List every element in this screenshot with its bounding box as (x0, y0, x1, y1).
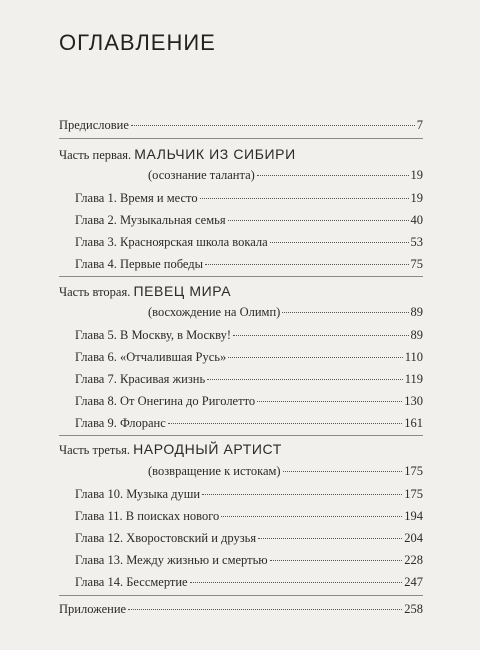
divider (59, 138, 423, 139)
toc-entry-chapter (75, 552, 423, 568)
toc-entry-part-subtitle (148, 167, 423, 183)
dot-leader (228, 357, 402, 358)
page-number: 204 (404, 531, 423, 545)
toc-entry-chapter (75, 256, 423, 272)
page-number: 19 (410, 168, 423, 182)
divider (59, 595, 423, 596)
page-number: 228 (404, 553, 423, 567)
entry-label: Глава 6. «Отчалившая Русь» (75, 350, 227, 364)
dot-leader (270, 242, 409, 243)
part-subtitle: (восхождение на Олимп) (148, 305, 281, 319)
entry-label: Глава 8. От Онегина до Риголетто (75, 394, 256, 408)
dot-leader (228, 220, 409, 221)
dot-leader (207, 379, 403, 380)
entry-label: Глава 2. Музыкальная семья (75, 213, 226, 227)
entry-label: Глава 9. Флоранс (75, 416, 166, 430)
page-number: 130 (404, 394, 423, 408)
page-title: ОГЛАВЛЕНИЕ (59, 30, 216, 55)
page-number: 89 (410, 305, 423, 319)
dot-leader (233, 335, 408, 336)
dot-leader (258, 538, 402, 539)
part-heading (59, 145, 423, 164)
toc-entry-chapter (75, 234, 423, 250)
page-number: 75 (410, 257, 423, 271)
page-number: 175 (404, 464, 423, 478)
page-number: 110 (404, 350, 423, 364)
dot-leader (221, 516, 402, 517)
toc-entry-chapter (75, 508, 423, 524)
part-title: НАРОДНЫЙ АРТИСТ (133, 441, 282, 457)
toc-entry-chapter (75, 349, 423, 365)
entry-label: Приложение (59, 602, 127, 616)
part-subtitle: (возвращение к истокам) (148, 464, 281, 478)
toc-entry-chapter (75, 486, 423, 502)
toc-entry-chapter (75, 574, 423, 590)
entry-label: Глава 1. Время и место (75, 191, 198, 205)
toc-entry-preface (59, 117, 423, 133)
page-number: 119 (404, 372, 423, 386)
page-number: 40 (410, 213, 423, 227)
divider (59, 435, 423, 436)
page-number: 53 (410, 235, 423, 249)
dot-leader (283, 471, 403, 472)
part-heading (59, 440, 423, 459)
dot-leader (131, 125, 415, 126)
part-prefix: Часть вторая. (59, 285, 131, 299)
dot-leader (270, 560, 403, 561)
entry-label: Глава 12. Хворостовский и друзья (75, 531, 257, 545)
part-prefix: Часть первая. (59, 148, 132, 162)
entry-label: Глава 5. В Москву, в Москву! (75, 328, 232, 342)
toc-entry-appendix (59, 601, 423, 617)
toc-entry-part-subtitle (148, 463, 423, 479)
dot-leader (168, 423, 402, 424)
page-number: 247 (404, 575, 423, 589)
dot-leader (200, 198, 409, 199)
entry-label: Глава 10. Музыка души (75, 487, 201, 501)
page-number: 161 (404, 416, 423, 430)
part-title: МАЛЬЧИК ИЗ СИБИРИ (134, 146, 296, 162)
page-number: 194 (404, 509, 423, 523)
dot-leader (205, 264, 408, 265)
dot-leader (128, 609, 402, 610)
dot-leader (257, 175, 409, 176)
toc-entry-chapter (75, 190, 423, 206)
toc-entry-chapter (75, 530, 423, 546)
dot-leader (282, 312, 408, 313)
dot-leader (202, 494, 402, 495)
toc-entry-chapter (75, 415, 423, 431)
page-number: 175 (404, 487, 423, 501)
page-number: 89 (410, 328, 423, 342)
entry-label: Предисловие (59, 118, 129, 132)
toc-entry-chapter (75, 212, 423, 228)
entry-label: Глава 7. Красивая жизнь (75, 372, 206, 386)
toc-entry-chapter (75, 327, 423, 343)
part-subtitle: (осознание таланта) (148, 168, 255, 182)
entry-label: Глава 4. Первые победы (75, 257, 204, 271)
toc-entry-chapter (75, 371, 423, 387)
entry-label: Глава 3. Красноярская школа вокала (75, 235, 268, 249)
page-number: 19 (410, 191, 423, 205)
toc-entry-part-subtitle (148, 304, 423, 320)
entry-label: Глава 14. Бессмертие (75, 575, 188, 589)
page-number: 7 (416, 118, 423, 132)
part-title: ПЕВЕЦ МИРА (133, 283, 232, 299)
dot-leader (190, 582, 403, 583)
part-heading (59, 282, 423, 301)
divider (59, 276, 423, 277)
page-number: 258 (404, 602, 423, 616)
entry-label: Глава 13. Между жизнью и смертью (75, 553, 268, 567)
part-prefix: Часть третья. (59, 443, 130, 457)
toc-entry-chapter (75, 393, 423, 409)
dot-leader (257, 401, 402, 402)
entry-label: Глава 11. В поисках нового (75, 509, 220, 523)
